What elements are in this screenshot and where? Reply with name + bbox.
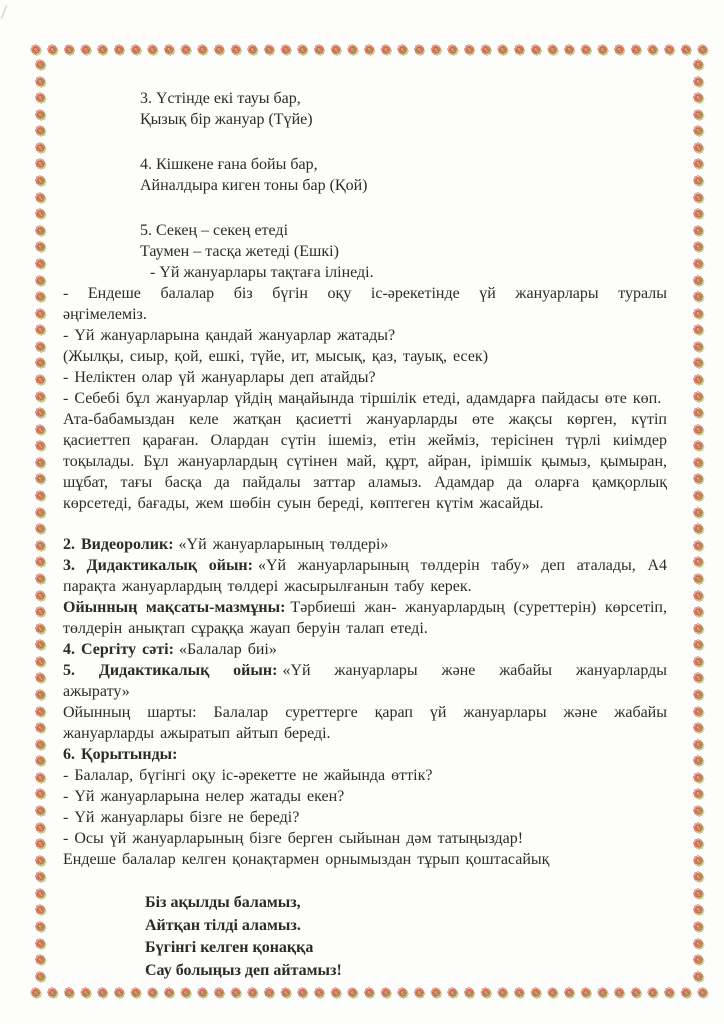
flower-ornament-icon: ❁ <box>692 372 704 388</box>
flower-ornament-icon: ❁ <box>692 837 704 853</box>
flower-ornament-icon: ❁ <box>34 953 46 969</box>
flower-ornament-icon: ❁ <box>30 985 41 1001</box>
flower-ornament-icon: ❁ <box>34 455 46 471</box>
flower-ornament-icon: ❁ <box>692 273 704 289</box>
flower-ornament-icon: ❁ <box>692 223 704 239</box>
riddle-line: Қызық бір жануар (Түйе) <box>140 111 313 128</box>
flower-ornament-icon: ❁ <box>692 621 704 637</box>
flower-ornament-icon: ❁ <box>296 42 308 58</box>
riddle-line: 5. Секең – секең етеді <box>140 222 289 239</box>
flower-ornament-icon: ❁ <box>692 472 704 488</box>
flower-ornament-icon: ❁ <box>34 256 46 272</box>
flower-ornament-icon: ❁ <box>480 42 492 58</box>
flower-ornament-icon: ❁ <box>692 555 704 571</box>
section-text: Ойынның шарты: Балалар суреттерге қарап үй жануарлары және жабайы жануарларды ажыратып айтып береді. <box>63 704 667 742</box>
flower-ornament-icon: ❁ <box>692 903 704 919</box>
flower-ornament-icon: ❁ <box>63 985 75 1001</box>
flower-ornament-icon: ❁ <box>96 985 108 1001</box>
poem-line: Біз ақылды баламыз, <box>145 894 301 911</box>
flower-ornament-icon: ❁ <box>692 124 704 140</box>
flower-ornament-icon: ❁ <box>34 472 46 488</box>
flower-ornament-icon: ❁ <box>692 323 704 339</box>
flower-ornament-icon: ❁ <box>692 107 704 123</box>
flower-ornament-icon: ❁ <box>196 42 208 58</box>
flower-ornament-icon: ❁ <box>692 787 704 803</box>
riddle-line: - Үй жануарлары тақтаға ілінеді. <box>150 264 374 281</box>
flower-ornament-icon: ❁ <box>692 588 704 604</box>
flower-ornament-icon: ❁ <box>346 42 358 58</box>
flower-ornament-icon: ❁ <box>34 721 46 737</box>
flower-ornament-icon: ❁ <box>34 273 46 289</box>
flower-ornament-icon: ❁ <box>396 42 408 58</box>
flower-ornament-icon: ❁ <box>692 406 704 422</box>
flower-ornament-icon: ❁ <box>480 985 492 1001</box>
flower-ornament-icon: ❁ <box>34 190 46 206</box>
flower-ornament-icon: ❁ <box>580 42 592 58</box>
scan-artifact <box>1 5 8 19</box>
ornament-border-right <box>690 59 706 984</box>
sections-block <box>63 534 667 870</box>
flower-ornament-icon: ❁ <box>34 571 46 587</box>
flower-ornament-icon: ❁ <box>34 323 46 339</box>
flower-ornament-icon: ❁ <box>34 936 46 952</box>
flower-ornament-icon: ❁ <box>413 985 425 1001</box>
flower-ornament-icon: ❁ <box>34 588 46 604</box>
flower-ornament-icon: ❁ <box>46 985 58 1001</box>
flower-ornament-icon: ❁ <box>696 42 708 58</box>
flower-ornament-icon: ❁ <box>463 42 475 58</box>
flower-ornament-icon: ❁ <box>692 737 704 753</box>
flower-ornament-icon: ❁ <box>692 207 704 223</box>
flower-ornament-icon: ❁ <box>513 42 525 58</box>
flower-ornament-icon: ❁ <box>692 571 704 587</box>
flower-ornament-icon: ❁ <box>34 770 46 786</box>
section-text: «Үй жануарларының төлдерін табу» деп аталады, А4 парақта жануарлардың төлдері жасырылғанын табу керек. <box>63 557 667 595</box>
flower-ornament-icon: ❁ <box>692 157 704 173</box>
riddle-line: 4. Кішкене ғана бойы бар, <box>140 156 318 173</box>
poem-line: Бүгінгі келген қонаққа <box>145 939 314 956</box>
flower-ornament-icon: ❁ <box>63 42 75 58</box>
flower-ornament-icon: ❁ <box>396 985 408 1001</box>
riddle-group-goat <box>140 220 667 283</box>
flower-ornament-icon: ❁ <box>692 687 704 703</box>
section-paragraph <box>63 639 667 660</box>
flower-ornament-icon: ❁ <box>692 58 704 73</box>
riddle-group-camel <box>140 88 667 130</box>
flower-ornament-icon: ❁ <box>34 489 46 505</box>
flower-ornament-icon: ❁ <box>34 853 46 869</box>
flower-ornament-icon: ❁ <box>196 985 208 1001</box>
flower-ornament-icon: ❁ <box>34 157 46 173</box>
flower-ornament-icon: ❁ <box>692 489 704 505</box>
flower-ornament-icon: ❁ <box>34 406 46 422</box>
flower-ornament-icon: ❁ <box>513 985 525 1001</box>
flower-ornament-icon: ❁ <box>280 42 291 58</box>
flower-ornament-icon: ❁ <box>34 522 46 538</box>
flower-ornament-icon: ❁ <box>34 290 46 306</box>
flower-ornament-icon: ❁ <box>34 339 46 355</box>
flower-ornament-icon: ❁ <box>463 985 475 1001</box>
poem-line: Айтқан тілді аламыз. <box>145 916 301 934</box>
flower-ornament-icon: ❁ <box>46 42 58 58</box>
flower-ornament-icon: ❁ <box>692 754 704 770</box>
flower-ornament-icon: ❁ <box>113 42 125 58</box>
flower-ornament-icon: ❁ <box>596 985 608 1001</box>
flower-ornament-icon: ❁ <box>692 886 704 902</box>
flower-ornament-icon: ❁ <box>96 42 108 58</box>
section-label: 5. Дидактикалық ойын: <box>63 662 278 679</box>
riddle-line: 3. Үстінде екі тауы бар, <box>140 90 301 107</box>
flower-ornament-icon: ❁ <box>34 870 46 886</box>
flower-ornament-icon: ❁ <box>34 174 46 190</box>
flower-ornament-icon: ❁ <box>34 820 46 836</box>
flower-ornament-icon: ❁ <box>692 654 704 670</box>
flower-ornament-icon: ❁ <box>630 42 642 58</box>
flower-ornament-icon: ❁ <box>630 985 642 1001</box>
flower-ornament-icon: ❁ <box>34 555 46 571</box>
flower-ornament-icon: ❁ <box>346 985 358 1001</box>
flower-ornament-icon: ❁ <box>692 306 704 322</box>
flower-ornament-icon: ❁ <box>692 240 704 256</box>
flower-ornament-icon: ❁ <box>34 920 46 936</box>
closing-line: - Үй жануарларына нелер жатады екен? <box>63 788 345 805</box>
flower-ornament-icon: ❁ <box>180 42 191 58</box>
flower-ornament-icon: ❁ <box>692 522 704 538</box>
flower-ornament-icon: ❁ <box>680 42 692 58</box>
flower-ornament-icon: ❁ <box>692 356 704 372</box>
flower-ornament-icon: ❁ <box>496 985 508 1001</box>
flower-ornament-icon: ❁ <box>213 42 225 58</box>
riddle-line: Айналдыра киген тоны бар (Қой) <box>140 177 368 194</box>
flower-ornament-icon: ❁ <box>692 256 704 272</box>
flower-ornament-icon: ❁ <box>596 42 608 58</box>
flower-ornament-icon: ❁ <box>34 737 46 753</box>
flower-ornament-icon: ❁ <box>34 903 46 919</box>
section-paragraph <box>63 744 667 765</box>
section-paragraph <box>63 597 667 639</box>
flower-ornament-icon: ❁ <box>34 389 46 405</box>
flower-ornament-icon: ❁ <box>692 936 704 952</box>
flower-ornament-icon: ❁ <box>34 638 46 654</box>
flower-ornament-icon: ❁ <box>230 42 241 58</box>
flower-ornament-icon: ❁ <box>663 985 675 1001</box>
flower-ornament-icon: ❁ <box>34 356 46 372</box>
flower-ornament-icon: ❁ <box>692 339 704 355</box>
flower-ornament-icon: ❁ <box>692 190 704 206</box>
flower-ornament-icon: ❁ <box>692 174 704 190</box>
flower-ornament-icon: ❁ <box>34 207 46 223</box>
section-paragraph <box>63 555 667 597</box>
closing-line: - Балалар, бүгінгі оқу іс-әрекетте не жайында өттік? <box>63 767 433 784</box>
flower-ornament-icon: ❁ <box>613 985 625 1001</box>
flower-ornament-icon: ❁ <box>246 42 258 58</box>
flower-ornament-icon: ❁ <box>313 985 325 1001</box>
flower-ornament-icon: ❁ <box>34 969 46 985</box>
flower-ornament-icon: ❁ <box>692 969 704 985</box>
flower-ornament-icon: ❁ <box>30 42 41 58</box>
flower-ornament-icon: ❁ <box>692 91 704 107</box>
flower-ornament-icon: ❁ <box>692 538 704 554</box>
flower-ornament-icon: ❁ <box>34 621 46 637</box>
flower-ornament-icon: ❁ <box>692 870 704 886</box>
flower-ornament-icon: ❁ <box>530 985 542 1001</box>
intro-paragraph: - Себебі бұл жануарлар үйдің маңайында тіршілік етеді, адамдарға пайдасы өте көп. <box>63 390 662 407</box>
flower-ornament-icon: ❁ <box>646 985 658 1001</box>
flower-ornament-icon: ❁ <box>692 671 704 687</box>
ornament-border-top <box>30 42 708 58</box>
flower-ornament-icon: ❁ <box>34 58 46 73</box>
flower-ornament-icon: ❁ <box>696 985 708 1001</box>
flower-ornament-icon: ❁ <box>692 290 704 306</box>
flower-ornament-icon: ❁ <box>692 920 704 936</box>
flower-ornament-icon: ❁ <box>163 985 175 1001</box>
closing-line: - Үй жануарлары бізге не береді? <box>63 809 300 826</box>
flower-ornament-icon: ❁ <box>34 505 46 521</box>
flower-ornament-icon: ❁ <box>380 42 392 58</box>
flower-ornament-icon: ❁ <box>246 985 258 1001</box>
intro-paragraph: (Жылқы, сиыр, қой, ешкі, түйе, ит, мысық, қаз, тауық, есек) <box>63 348 489 365</box>
intro-paragraph: - Ендеше балалар біз бүгін оқу іс-әрекетінде үй жануарлары туралы әңгімелеміз. <box>63 285 667 323</box>
flower-ornament-icon: ❁ <box>563 42 575 58</box>
flower-ornament-icon: ❁ <box>34 240 46 256</box>
flower-ornament-icon: ❁ <box>446 985 458 1001</box>
closing-line: Ендеше балалар келген қонақтармен орнымыздан тұрып қоштасайық <box>63 851 550 868</box>
flower-ornament-icon: ❁ <box>130 985 141 1001</box>
flower-ornament-icon: ❁ <box>563 985 575 1001</box>
flower-ornament-icon: ❁ <box>580 985 592 1001</box>
flower-ornament-icon: ❁ <box>80 985 91 1001</box>
section-text: «Балалар биі» <box>178 641 277 658</box>
flower-ornament-icon: ❁ <box>34 886 46 902</box>
intro-paragraph: - Неліктен олар үй жануарлары деп атайды? <box>63 369 376 386</box>
flower-ornament-icon: ❁ <box>546 985 558 1001</box>
flower-ornament-icon: ❁ <box>296 985 308 1001</box>
section-text: Тәрбиеші жан- жануарлардың (суреттерін) көрсетіп, төлдерін анықтап сұраққа жауап беруін талап етеді. <box>63 599 667 637</box>
intro-paragraph: Ата-бабамыздан келе жатқан қасиетті жануарларды өте жақсы көрген, күтіп қасиеттеп қараған. Олардан сүтін ішеміз, етін жейміз, терісінен түрлі киімдер тоқылады. Бұл жануарлардың сүтінен май, құрт, айран, ірімшік қымыз, қымыран, шұбат, тағы басқа да пайдалы заттар аламыз. Адамдар да оларға қамқорлық көрсетеді, бағады, жем шөбін суын береді, көптеген күтім жасайды. <box>63 411 667 512</box>
flower-ornament-icon: ❁ <box>363 985 375 1001</box>
section-text: «Үй жануарлары және жабайы жануарларды ажырату» <box>63 662 667 700</box>
flower-ornament-icon: ❁ <box>230 985 241 1001</box>
flower-ornament-icon: ❁ <box>692 770 704 786</box>
flower-ornament-icon: ❁ <box>496 42 508 58</box>
intro-block <box>63 283 667 514</box>
section-label: 6. Қорытынды: <box>63 746 178 763</box>
flower-ornament-icon: ❁ <box>692 853 704 869</box>
flower-ornament-icon: ❁ <box>546 42 558 58</box>
flower-ornament-icon: ❁ <box>692 638 704 654</box>
flower-ornament-icon: ❁ <box>263 985 275 1001</box>
flower-ornament-icon: ❁ <box>34 687 46 703</box>
flower-ornament-icon: ❁ <box>180 985 191 1001</box>
section-label: 2. Видеоролик: <box>63 536 174 553</box>
flower-ornament-icon: ❁ <box>430 42 442 58</box>
flower-ornament-icon: ❁ <box>692 505 704 521</box>
flower-ornament-icon: ❁ <box>34 372 46 388</box>
flower-ornament-icon: ❁ <box>692 389 704 405</box>
flower-ornament-icon: ❁ <box>34 605 46 621</box>
flower-ornament-icon: ❁ <box>34 306 46 322</box>
page-content <box>63 88 667 982</box>
flower-ornament-icon: ❁ <box>80 42 91 58</box>
section-text: «Үй жануарларының төлдері» <box>178 536 389 553</box>
flower-ornament-icon: ❁ <box>34 538 46 554</box>
flower-ornament-icon: ❁ <box>413 42 425 58</box>
flower-ornament-icon: ❁ <box>34 422 46 438</box>
flower-ornament-icon: ❁ <box>646 42 658 58</box>
flower-ornament-icon: ❁ <box>692 605 704 621</box>
section-paragraph <box>63 660 667 702</box>
ornament-border-left <box>32 59 48 984</box>
flower-ornament-icon: ❁ <box>34 223 46 239</box>
section-label: Ойынның мақсаты-мазмұны: <box>63 599 286 616</box>
flower-ornament-icon: ❁ <box>692 140 704 156</box>
flower-ornament-icon: ❁ <box>330 985 341 1001</box>
flower-ornament-icon: ❁ <box>263 42 275 58</box>
flower-ornament-icon: ❁ <box>213 985 225 1001</box>
flower-ornament-icon: ❁ <box>692 439 704 455</box>
flower-ornament-icon: ❁ <box>34 74 46 90</box>
flower-ornament-icon: ❁ <box>130 42 141 58</box>
flower-ornament-icon: ❁ <box>34 804 46 820</box>
section-paragraph <box>63 702 667 744</box>
poem-block <box>145 892 667 982</box>
flower-ornament-icon: ❁ <box>446 42 458 58</box>
flower-ornament-icon: ❁ <box>34 704 46 720</box>
flower-ornament-icon: ❁ <box>380 985 392 1001</box>
flower-ornament-icon: ❁ <box>34 140 46 156</box>
flower-ornament-icon: ❁ <box>692 455 704 471</box>
closing-line: - Осы үй жануарларының бізге берген сыйынан дәм татыңыздар! <box>63 830 524 847</box>
flower-ornament-icon: ❁ <box>430 985 442 1001</box>
flower-ornament-icon: ❁ <box>692 953 704 969</box>
section-label: 3. Дидактикалық ойын: <box>63 557 253 574</box>
poem-line: Сау болыңыз деп айтамыз! <box>145 961 342 979</box>
flower-ornament-icon: ❁ <box>34 671 46 687</box>
flower-ornament-icon: ❁ <box>663 42 675 58</box>
flower-ornament-icon: ❁ <box>330 42 341 58</box>
ornament-border-bottom <box>30 985 708 1001</box>
flower-ornament-icon: ❁ <box>613 42 625 58</box>
flower-ornament-icon: ❁ <box>530 42 542 58</box>
flower-ornament-icon: ❁ <box>280 985 291 1001</box>
flower-ornament-icon: ❁ <box>692 422 704 438</box>
flower-ornament-icon: ❁ <box>163 42 175 58</box>
flower-ornament-icon: ❁ <box>34 837 46 853</box>
flower-ornament-icon: ❁ <box>146 42 158 58</box>
section-paragraph <box>63 534 667 555</box>
flower-ornament-icon: ❁ <box>692 804 704 820</box>
flower-ornament-icon: ❁ <box>692 74 704 90</box>
intro-paragraph: - Үй жануарларына қандай жануарлар жатады? <box>63 327 396 344</box>
riddle-line: Таумен – тасқа жетеді (Ешкі) <box>140 243 339 260</box>
flower-ornament-icon: ❁ <box>34 754 46 770</box>
flower-ornament-icon: ❁ <box>146 985 158 1001</box>
section-label: 4. Сергіту сәті: <box>63 641 174 658</box>
flower-ornament-icon: ❁ <box>680 985 692 1001</box>
flower-ornament-icon: ❁ <box>313 42 325 58</box>
flower-ornament-icon: ❁ <box>34 107 46 123</box>
flower-ornament-icon: ❁ <box>692 721 704 737</box>
flower-ornament-icon: ❁ <box>34 439 46 455</box>
flower-ornament-icon: ❁ <box>363 42 375 58</box>
flower-ornament-icon: ❁ <box>34 654 46 670</box>
flower-ornament-icon: ❁ <box>34 787 46 803</box>
flower-ornament-icon: ❁ <box>692 820 704 836</box>
flower-ornament-icon: ❁ <box>692 704 704 720</box>
flower-ornament-icon: ❁ <box>113 985 125 1001</box>
flower-ornament-icon: ❁ <box>34 124 46 140</box>
flower-ornament-icon: ❁ <box>34 91 46 107</box>
riddle-group-sheep <box>140 154 667 196</box>
